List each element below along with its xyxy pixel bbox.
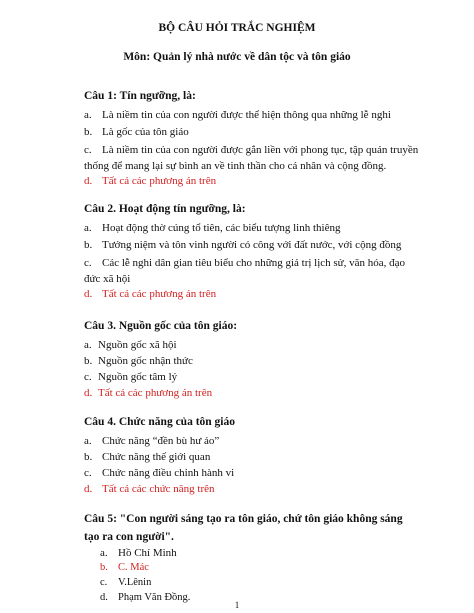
option-text: C. Mác xyxy=(118,562,149,573)
document-title: BỘ CÂU HỎI TRẮC NGHIỆM xyxy=(158,22,316,34)
question-title: Câu 4. Chức năng của tôn giáo xyxy=(84,416,235,428)
option-text: V.Lênin xyxy=(118,577,152,588)
option-text: Nguồn gốc xã hội xyxy=(98,339,177,351)
question-title: Câu 5: "Con người sáng tạo ra tôn giáo, chứ tôn giáo không sáng tạo ra con người". xyxy=(84,513,403,543)
option-letter: a. xyxy=(84,109,92,121)
option-letter: c. xyxy=(84,257,92,269)
answer-option-correct xyxy=(84,483,215,495)
option-letter: b. xyxy=(84,126,93,138)
answer-option xyxy=(84,371,177,383)
answer-option xyxy=(84,355,193,367)
option-letter: d. xyxy=(84,387,93,399)
option-letter: d. xyxy=(84,288,93,300)
option-letter: c. xyxy=(100,577,108,588)
option-text: Là niềm tin của con người được thể hiện thông qua những lễ nghi xyxy=(102,109,391,121)
option-text: Chức năng “đền bù hư ảo” xyxy=(102,435,220,447)
option-letter: a. xyxy=(100,547,108,559)
option-letter: a. xyxy=(84,222,92,234)
document-subject: Môn: Quản lý nhà nước về dân tộc và tôn giáo xyxy=(123,51,351,63)
option-text: Tất cả các phương án trên xyxy=(102,175,217,187)
option-letter: d. xyxy=(84,483,93,495)
option-letter: c. xyxy=(84,371,92,383)
answer-option xyxy=(100,577,151,588)
option-letter: b. xyxy=(100,562,108,573)
option-text: Tất cả các phương án trên xyxy=(102,288,217,300)
answer-option-correct xyxy=(100,562,149,573)
answer-option xyxy=(84,451,210,463)
option-text: Tất cả các phương án trên xyxy=(98,387,213,399)
option-letter: b. xyxy=(84,355,93,367)
page-number: 1 xyxy=(234,600,240,610)
option-letter: d. xyxy=(100,592,108,603)
question-title: Câu 2. Hoạt động tín ngưỡng, là: xyxy=(84,203,246,215)
option-letter: d. xyxy=(84,175,93,187)
answer-option xyxy=(84,255,424,287)
answer-option xyxy=(84,339,177,351)
option-text: Tưởng niệm và tôn vinh người có công với đất nước, với cộng đồng xyxy=(102,239,402,251)
question-title: Câu 3. Nguồn gốc của tôn giáo: xyxy=(84,320,238,332)
option-text: Các lễ nghi dân gian tiêu biểu cho những giá trị lịch sử, văn hóa, đạo đức xã hội xyxy=(84,257,406,285)
answer-option xyxy=(100,547,177,559)
answer-option xyxy=(84,435,219,447)
answer-option-correct xyxy=(84,288,216,300)
answer-option xyxy=(84,467,234,479)
option-letter: a. xyxy=(84,435,92,447)
option-letter: a. xyxy=(84,339,92,351)
option-letter: b. xyxy=(84,451,93,463)
option-text: Chức năng thế giới quan xyxy=(102,451,211,463)
answer-option-correct xyxy=(84,387,212,399)
question-title: Câu 1: Tín ngưỡng, là: xyxy=(84,90,196,102)
answer-option xyxy=(100,592,190,603)
option-letter: c. xyxy=(84,144,92,156)
option-text: Hoạt động thờ cúng tổ tiên, các biểu tượng linh thiêng xyxy=(102,222,341,234)
option-text: Là gốc của tôn giáo xyxy=(102,126,189,138)
option-text: Là niềm tin của con người được gắn liền với phong tục, tập quán truyền thống để mang lại sự bình an về tinh thần cho cá nhân và cộng đồng. xyxy=(84,144,419,172)
answer-option-correct xyxy=(84,175,216,187)
option-text: Nguồn gốc tâm lý xyxy=(98,371,178,383)
option-letter: c. xyxy=(84,467,92,479)
option-text: Tất cả các chức năng trên xyxy=(102,483,215,495)
answer-option xyxy=(84,126,189,138)
option-text: Hồ Chí Minh xyxy=(118,547,177,559)
answer-option xyxy=(84,222,340,234)
answer-option xyxy=(84,142,424,174)
option-letter: b. xyxy=(84,239,93,251)
option-text: Phạm Văn Đồng. xyxy=(118,592,191,603)
answer-option xyxy=(84,109,391,121)
option-text: Nguồn gốc nhận thức xyxy=(98,355,193,367)
option-text: Chức năng điều chỉnh hành vi xyxy=(102,467,235,479)
answer-option xyxy=(84,239,401,251)
